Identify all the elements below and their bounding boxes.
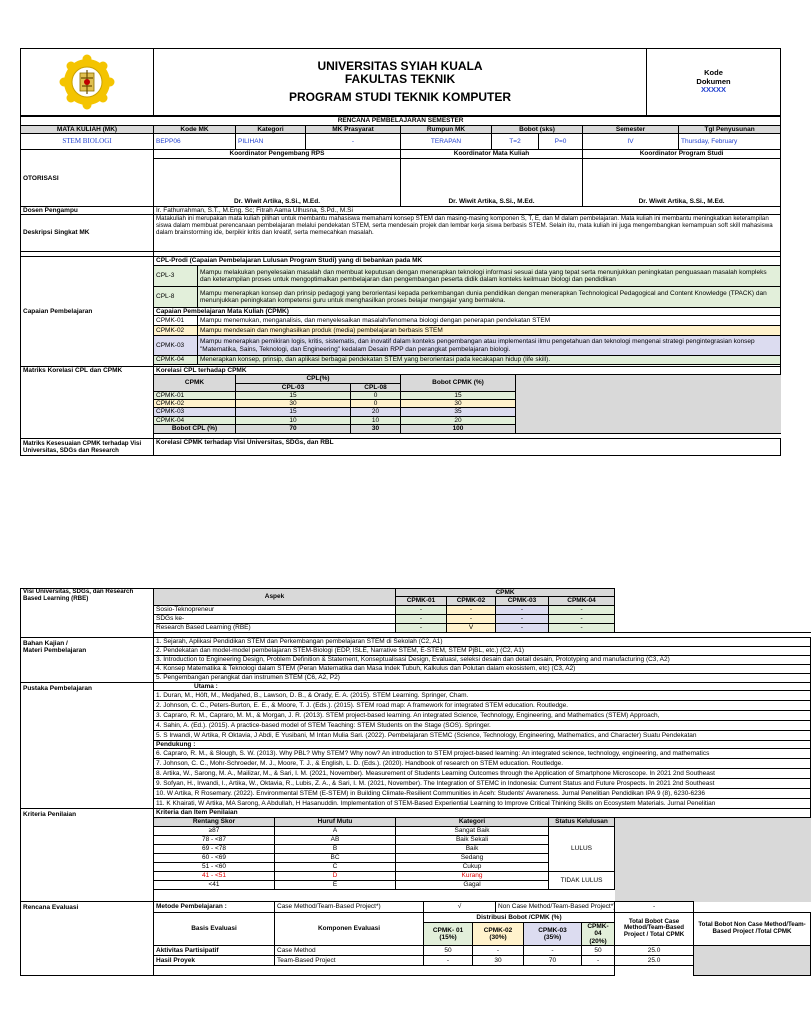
eval-total-case: 25.0 [615,955,694,965]
aspek-value: - [447,605,496,614]
aspek-value: - [396,614,447,623]
title-cell [154,49,647,116]
eval-value: - [524,945,582,955]
course-code: BEPP06 [154,134,236,150]
kriteria-h-kategori: Kategori [396,818,549,827]
aspek-value: - [549,605,615,614]
aspek-value: - [496,605,549,614]
status-tidak-lulus: TIDAK LULUS [549,872,615,890]
pustaka-item: 3. Capraro, R. M., Capraro, M. M., & Morgan, J. R. (2013). STEM project-based learning. An integrated Science, Technology, Engineering, and Mathematics (STEM) Approach, [154,710,811,720]
bahan-item: 2. Pendekatan dan model-model pembelajaran STEM-Biologi (EDP, ISLE, Narrative STEM, E-STEM, STEM PjBL, etc.) (C2, A1) [154,646,811,655]
dokumen-label: Dokumen [696,76,731,86]
kesesuaian-label-continued: Visi Universitas, SDGs, dan Research Based Learning (RBE) [21,589,154,638]
matriks-bobot-value: 20 [401,416,516,424]
kriteria-kategori: Sangat Baik [396,827,549,836]
rps-header-table [20,48,781,116]
kriteria-huruf: A [275,827,396,836]
course-rumpun: TERAPAN [401,134,492,150]
eval-col-cpmk01-line1: CPMK- 01 [432,926,464,934]
matriks-cpl3-value: 15 [236,391,351,399]
deskripsi-value: Matakuliah ini merupakan mata kuliah pilihan untuk membantu mahasiswa memahami konsep STEM dan masing-masing komponen S, T, E, dan M dalam pembelajaran. Mata kuliah ini membantu meningkatkan keterampilan siswa dalam membuat perencanaan pembelajaran melalui pendekatan STEM, serta mendesain projek dan lembar kerja siswa berbasis STEM. Selain itu, mata kuliah ini juga mengembangkan kemampuan soft skill mahasiswa dalam brainstorming ide, berpikir kritis dan kreatif, serta memecahkan masalah. [154,214,781,251]
matriks-cpl8-value: 10 [351,416,401,424]
kriteria-rentang: ≥87 [154,827,275,836]
aspek-value: V [447,623,496,632]
kriteria-h-huruf: Huruf Mutu [275,818,396,827]
matriks-h-cpl8: CPL-08 [351,383,401,391]
pustaka-item: 1. Duran, M., Höft, M., Medjahed, B., Lawson, D. B., & Orady, E. A. (2015). STEM Learning. Springer, Cham. [154,690,811,700]
kriteria-rentang: 41 - <51 [154,872,275,881]
eval-basis: Aktivitas Partisipatif [154,945,275,955]
bahan-item: 3. Introduction to Engineering Design, Problem Definition & Statement, Konseptualisasi Design, Evaluasi, seleksi desain dan detail desain, Prototyping and manufacturing (C3, A2) [154,655,811,664]
cpmk-text: Mampu mendesain dan menghasilkan produk (media) pembelajaran berbasis STEM [198,326,781,336]
hdr-kategori: Kategori [236,126,306,134]
university-logo-icon [61,56,113,108]
matriks-h-cpl3: CPL-03 [236,383,351,391]
h-distribusi-bobot: Distribusi Bobot /CPMK (%) [424,913,615,923]
pustaka-item: 4. Sahin, A. (Ed.). (2015). A practice-based model of STEM Teaching: STEM Students on the Stage (SOS). Springer. [154,720,811,730]
pustaka-pendukung-header: Pendukung : [154,740,811,748]
cpmk-code: CPMK-02 [154,326,198,336]
bahan-kajian-label [21,637,154,682]
metode-option-case: Case Method/Team-Based Project*) [275,902,424,913]
aspek-value: - [396,623,447,632]
course-semester: IV [583,134,679,150]
empty-area [615,589,811,633]
kesesuaian-col-cpmk02: CPMK-02 [447,597,496,605]
kriteria-kategori: Cukup [396,863,549,872]
pustaka-item: 8. Artika, W., Sarong, M. A., Mailizar, M., & Sari, I. M. (2021, November). Measurement of Students Learning Outcomes through the Application of Smartphone Microscope. In 2021 2nd Southeast [154,769,811,779]
koordinator-rps-name: Dr. Wiwit Artika, S.Si., M.Ed. [154,158,401,206]
kriteria-huruf: E [275,881,396,890]
cpmk-code: CPMK-04 [154,356,198,365]
bahan-label-line1: Bahan Kajian / [23,639,68,647]
eval-col-cpmk04-line1: CPMK-04 [587,923,609,938]
pustaka-utama-header: Utama : [154,682,811,690]
cpl-text: Mampu melakukan penyelesaian masalah dan membuat keputusan dengan menerapkan teknologi informasi sesuai data yang tepat serta menunjukkan peningkatan penguasaan masalah kompleks dan keterampilan proses untuk mengoptimalkan pembelajaran dan pengembangan peserta didik dalam konteks keilmuan biologi dan pendidikan [198,265,781,286]
pustaka-item: 5. S Irwandi, W Artika, R Oktavia, J Abdi, E Yusibani, M Intan Mulia Sari. (2022). Pembelajaran STEMC (Science, Technology, Engineering, Mathematics, and Character) Suatu Pendekatan [154,730,811,740]
otorisasi-label: OTORISASI [21,150,154,206]
matriks-cpl3-value: 10 [236,416,351,424]
empty-area [615,818,811,902]
hdr-semester: Semester [583,126,679,134]
document-page-2 [20,588,806,1024]
eval-total-case: 25.0 [615,945,694,955]
eval-col-cpmk01-line2: (15%) [439,933,457,941]
metode-check: √ [424,902,496,913]
eval-col-cpmk02-line2: (30%) [489,933,507,941]
university-name: UNIVERSITAS SYIAH KUALA [317,58,483,73]
eval-value: 50 [582,945,615,955]
eval-col-cpmk04-line2: (20%) [589,937,607,945]
koordinator-rps-header: Koordinator Pengembang RPS [154,150,401,158]
kriteria-huruf: D [275,872,396,881]
kriteria-rentang: <41 [154,881,275,890]
kriteria-rentang: 51 - <60 [154,863,275,872]
matriks-title: Korelasi CPL terhadap CPMK [154,367,781,375]
kriteria-h-rentang: Rentang Skor [154,818,275,827]
kriteria-kategori: Kurang [396,872,549,881]
matriks-h-bobot: Bobot CPMK (%) [401,375,516,392]
matriks-h-cpl: CPL(%) [236,375,401,383]
aspek-value: - [496,623,549,632]
matriks-label: Matriks Korelasi CPL dan CPMK [21,367,154,439]
hdr-mata-kuliah: MATA KULIAH (MK) [21,126,154,134]
kesesuaian-label: Matriks Kesesuaian CPMK terhadap Visi Universitas, SDGs dan Research [21,438,154,455]
h-basis-evaluasi: Basis Evaluasi [154,913,275,946]
kriteria-huruf: C [275,863,396,872]
koordinator-mk-name: Dr. Wiwit Artika, S.Si., M.Ed. [401,158,583,206]
kriteria-label: Kriteria Penilaian [21,809,154,902]
matriks-row-code: CPMK-03 [154,408,236,416]
kriteria-huruf: B [275,845,396,854]
aspek-value: - [549,614,615,623]
eval-col-cpmk03-line1: CPMK-03 [538,926,567,934]
doc-title: RENCANA PEMBELAJARAN SEMESTER [21,117,781,126]
kesesuaian-cpmk-header: CPMK [396,589,615,597]
kesesuaian-col-cpmk01: CPMK-01 [396,597,447,605]
course-prereq: - [306,134,401,150]
eval-komponen: Team-Based Project [275,955,424,965]
h-total-non-case: Total Bobot Non Case Method/Team-Based Project /Total CPMK [694,913,811,946]
h-komponen-evaluasi: Komponen Evaluasi [275,913,424,946]
koordinator-prodi-header: Koordinator Program Studi [583,150,781,158]
matriks-cpl8-value: 0 [351,400,401,408]
eval-value: - [582,955,615,965]
eval-col-cpmk03 [524,923,582,946]
course-date: Thursday, February [679,134,781,150]
matriks-cpl3-value: 15 [236,408,351,416]
empty-area [694,902,811,913]
cpmk-code: CPMK-01 [154,316,198,326]
eval-komponen: Case Method [275,945,424,955]
matriks-h-cpmk: CPMK [154,375,236,392]
faculty-name: FAKULTAS TEKNIK [344,72,456,87]
cpmk-header: Capaian Pembelajaran Mata Kuliah (CPMK) [154,307,781,315]
matriks-total-cpl3: 70 [236,424,351,433]
hdr-prasyarat: MK Prasyarat [306,126,401,134]
matriks-total-cpl8: 30 [351,424,401,433]
kriteria-rentang: 69 - <78 [154,845,275,854]
aspek-value: - [549,623,615,632]
logo-cell [21,49,154,116]
h-total-case: Total Bobot Case Method/Team-Based Project / Total CPMK [615,913,694,946]
bahan-item: 1. Sejarah, Aplikasi Pendidikan STEM dan Perkembangan pembelajaran STEM di Sekolah (C2, A1) [154,637,811,646]
eval-empty-row [154,965,615,975]
matriks-bobot-value: 15 [401,391,516,399]
dosen-value: Ir. Fathurrahman, S.T., M.Eng. Sc; Fitrah Aama Ulhusna, S.Pd., M.Si [154,206,781,214]
hdr-rumpun: Rumpun MK [401,126,492,134]
aspek-name: Research Based Learning (RBE) [154,623,396,632]
matriks-total-label: Bobot CPL (%) [154,424,236,433]
course-sks-t: T=2 [492,134,539,150]
kriteria-kategori: Sedang [396,854,549,863]
eval-col-cpmk01 [424,923,473,946]
rps-body-table-continued [20,588,811,976]
kriteria-rentang: 78 - <87 [154,836,275,845]
matriks-row-code: CPMK-02 [154,400,236,408]
spacer-cell [154,890,615,902]
bahan-item: 5. Pengembangan perangkat dan instrumen STEM (C6, A2, P2) [154,673,811,682]
evaluasi-label: Rencana Evaluasi [21,902,154,976]
kriteria-h-status: Status Kelulusan [549,818,615,827]
course-category: PILIHAN [236,134,306,150]
koordinator-prodi-name: Dr. Wiwit Artika, S.Si., M.Ed. [583,158,781,206]
pustaka-item: 6. Capraro, R. M., & Slough, S. W. (2013). Why PBL? Why STEM? Why now? An introduction to STEM project-based learning: An integrated science, technology, engineering, and mathematics [154,749,811,759]
aspek-value: - [396,605,447,614]
eval-value: 30 [473,955,524,965]
aspek-value: - [496,614,549,623]
kriteria-kategori: Baik [396,845,549,854]
kode-dokumen-cell [647,49,781,116]
eval-col-cpmk03-line2: (35%) [543,933,562,941]
eval-value: 70 [524,955,582,965]
kriteria-huruf: AB [275,836,396,845]
matriks-cpl8-value: 0 [351,391,401,399]
eval-col-cpmk02-line1: CPMK-02 [483,926,513,934]
hdr-kode-mk: Kode MK [154,126,236,134]
metode-option-non-case: Non Case Method/Team-Based Project*) [496,902,615,913]
koordinator-mk-header: Koordinator Mata Kuliah [401,150,583,158]
eval-col-cpmk04 [582,923,615,946]
bahan-label-line2: Materi Pembelajaran [23,646,87,654]
kode-label: Kode [704,68,723,78]
matriks-row-code: CPMK-04 [154,416,236,424]
kriteria-kategori: Baik Sekali [396,836,549,845]
cpl-text: Mampu menerapkan konsep dan prinsip pedagogi yang berorientasi kepada perkembangan dunia pendidikan dengan menerapkan Technological Pedagogical and Content Knowledge (TPACK) dan menunjukkan peningkatan kompetensi guru untuk menghasilkan proses belajar mengajar yang bermakna. [198,286,781,307]
empty-area [516,375,781,434]
cpl-code: CPL-3 [154,265,198,286]
eval-value: 50 [424,945,473,955]
matriks-cpl8-value: 20 [351,408,401,416]
dosen-label: Dosen Pengampu [21,206,154,214]
cpmk-text: Mampu menerapkan pemikiran logis, kritis, sistematis, dan inovatif dalam konteks pengembangan atau implementasi ilmu pengetahuan dan teknologi mengenai strategi pengintegrasian konsep "Matematika, Sains, Teknologi, dan Engineering" kedalam Desain RPP dan perangkat pembelajaran biologi. [198,336,781,356]
kode-value: XXXXX [700,85,726,95]
aspek-name: SDGs ke- [154,614,396,623]
pustaka-item: 11. K Khairati, W Artika, MA Sarong, A Abdullah, H Hasanuddin. Implementation of STEM-Based Experiential Learning to Improve Critical Thinking Skills on Ecosystem Materials. Jurnal Penelitian [154,799,811,809]
matriks-cpl3-value: 30 [236,400,351,408]
matriks-bobot-value: 35 [401,408,516,416]
course-sks-p: P=0 [539,134,583,150]
eval-basis: Hasil Proyek [154,955,275,965]
pustaka-label: Pustaka Pembelajaran [21,682,154,809]
kriteria-kategori: Gagal [396,881,549,890]
pustaka-item: 7. Johnson, C. C., Mohr-Schroeder, M. J., Moore, T. J., & English, L. D. (Eds.). (2020). Handbook of research on STEM education. Routledge. [154,759,811,769]
cpmk-text: Mampu menemukan, menganalisis, dan menyelesaikan masalah/fenomena biologi dengan penerapan pendekatan STEM [198,316,781,326]
bahan-item: 4. Konsep Matematika & Teknologi dalam STEM (Peran Matematika dan Masa Indek Tubuh, Kalkulus dan Polutan dalam ekosistem, etc) (C3, A2) [154,664,811,673]
matriks-total-bobot: 100 [401,424,516,433]
metode-dash: - [615,902,694,913]
cpmk-code: CPMK-03 [154,336,198,356]
deskripsi-label: Deskripsi Singkat MK [21,214,154,251]
pustaka-item: 10. W Artika, R Rosemary. (2022). Environmental STEM (E-STEM) in Building Climate-Resilient Communities in Aceh: Students' Awareness. Jurnal Penelitian Pendidikan IPA 9 (8), 6230-6236 [154,789,811,799]
cpmk-text: Menerapkan konsep, prinsip, dan aplikasi berbagai pendekatan STEM yang berorientasi pada kecakapan hidup (life skill). [198,356,781,365]
kesesuaian-col-cpmk03: CPMK-03 [496,597,549,605]
rps-body-table [20,116,781,456]
kriteria-huruf: BC [275,854,396,863]
program-name: PROGRAM STUDI TEKNIK KOMPUTER [289,89,511,104]
eval-value: - [473,945,524,955]
pustaka-item: 9. Sofyan, H., Irwandi, I., Artika, W., Oktavia, R., Lubis, Z. A., & Sari, I. M. (2021, November). The Integration of STEMC in Indonesia: Current Status and Future Prospects. In 2021 2nd Southeast [154,779,811,789]
pustaka-item: 2. Johnson, C. C., Peters-Burton, E. E., & Moore, T. J. (Eds.). (2015). STEM road map: A framework for integrated STEM education. Routledge. [154,700,811,710]
aspek-header: Aspek [154,589,396,606]
course-name: STEM BIOLOGI [21,134,154,150]
matriks-bobot-value: 30 [401,400,516,408]
capaian-label: Capaian Pembelajaran [21,256,154,366]
aspek-value: - [447,614,496,623]
eval-total-non-case-empty [694,945,811,975]
kesesuaian-col-cpmk04: CPMK-04 [549,597,615,605]
cpl-header: CPL-Prodi (Capaian Pembelajaran Lulusan Program Studi) yang di bebankan pada MK [154,256,781,265]
hdr-bobot: Bobot (sks) [492,126,583,134]
kesesuaian-title: Korelasi CPMK terhadap Visi Universitas, SDGs, dan RBL [154,438,781,455]
eval-col-cpmk02 [473,923,524,946]
matriks-row-code: CPMK-01 [154,391,236,399]
aspek-name: Sosio-Teknopreneur [154,605,396,614]
hdr-tgl: Tgl Penyusunan [679,126,781,134]
kriteria-rentang: 60 - <69 [154,854,275,863]
cpl-code: CPL-8 [154,286,198,307]
eval-value: - [424,955,473,965]
status-lulus: LULUS [549,827,615,872]
kriteria-title: Kriteria dan Item Penilaian [154,809,811,818]
metode-label: Metode Pembelajaran : [154,902,275,913]
document-page-1 [20,48,773,503]
